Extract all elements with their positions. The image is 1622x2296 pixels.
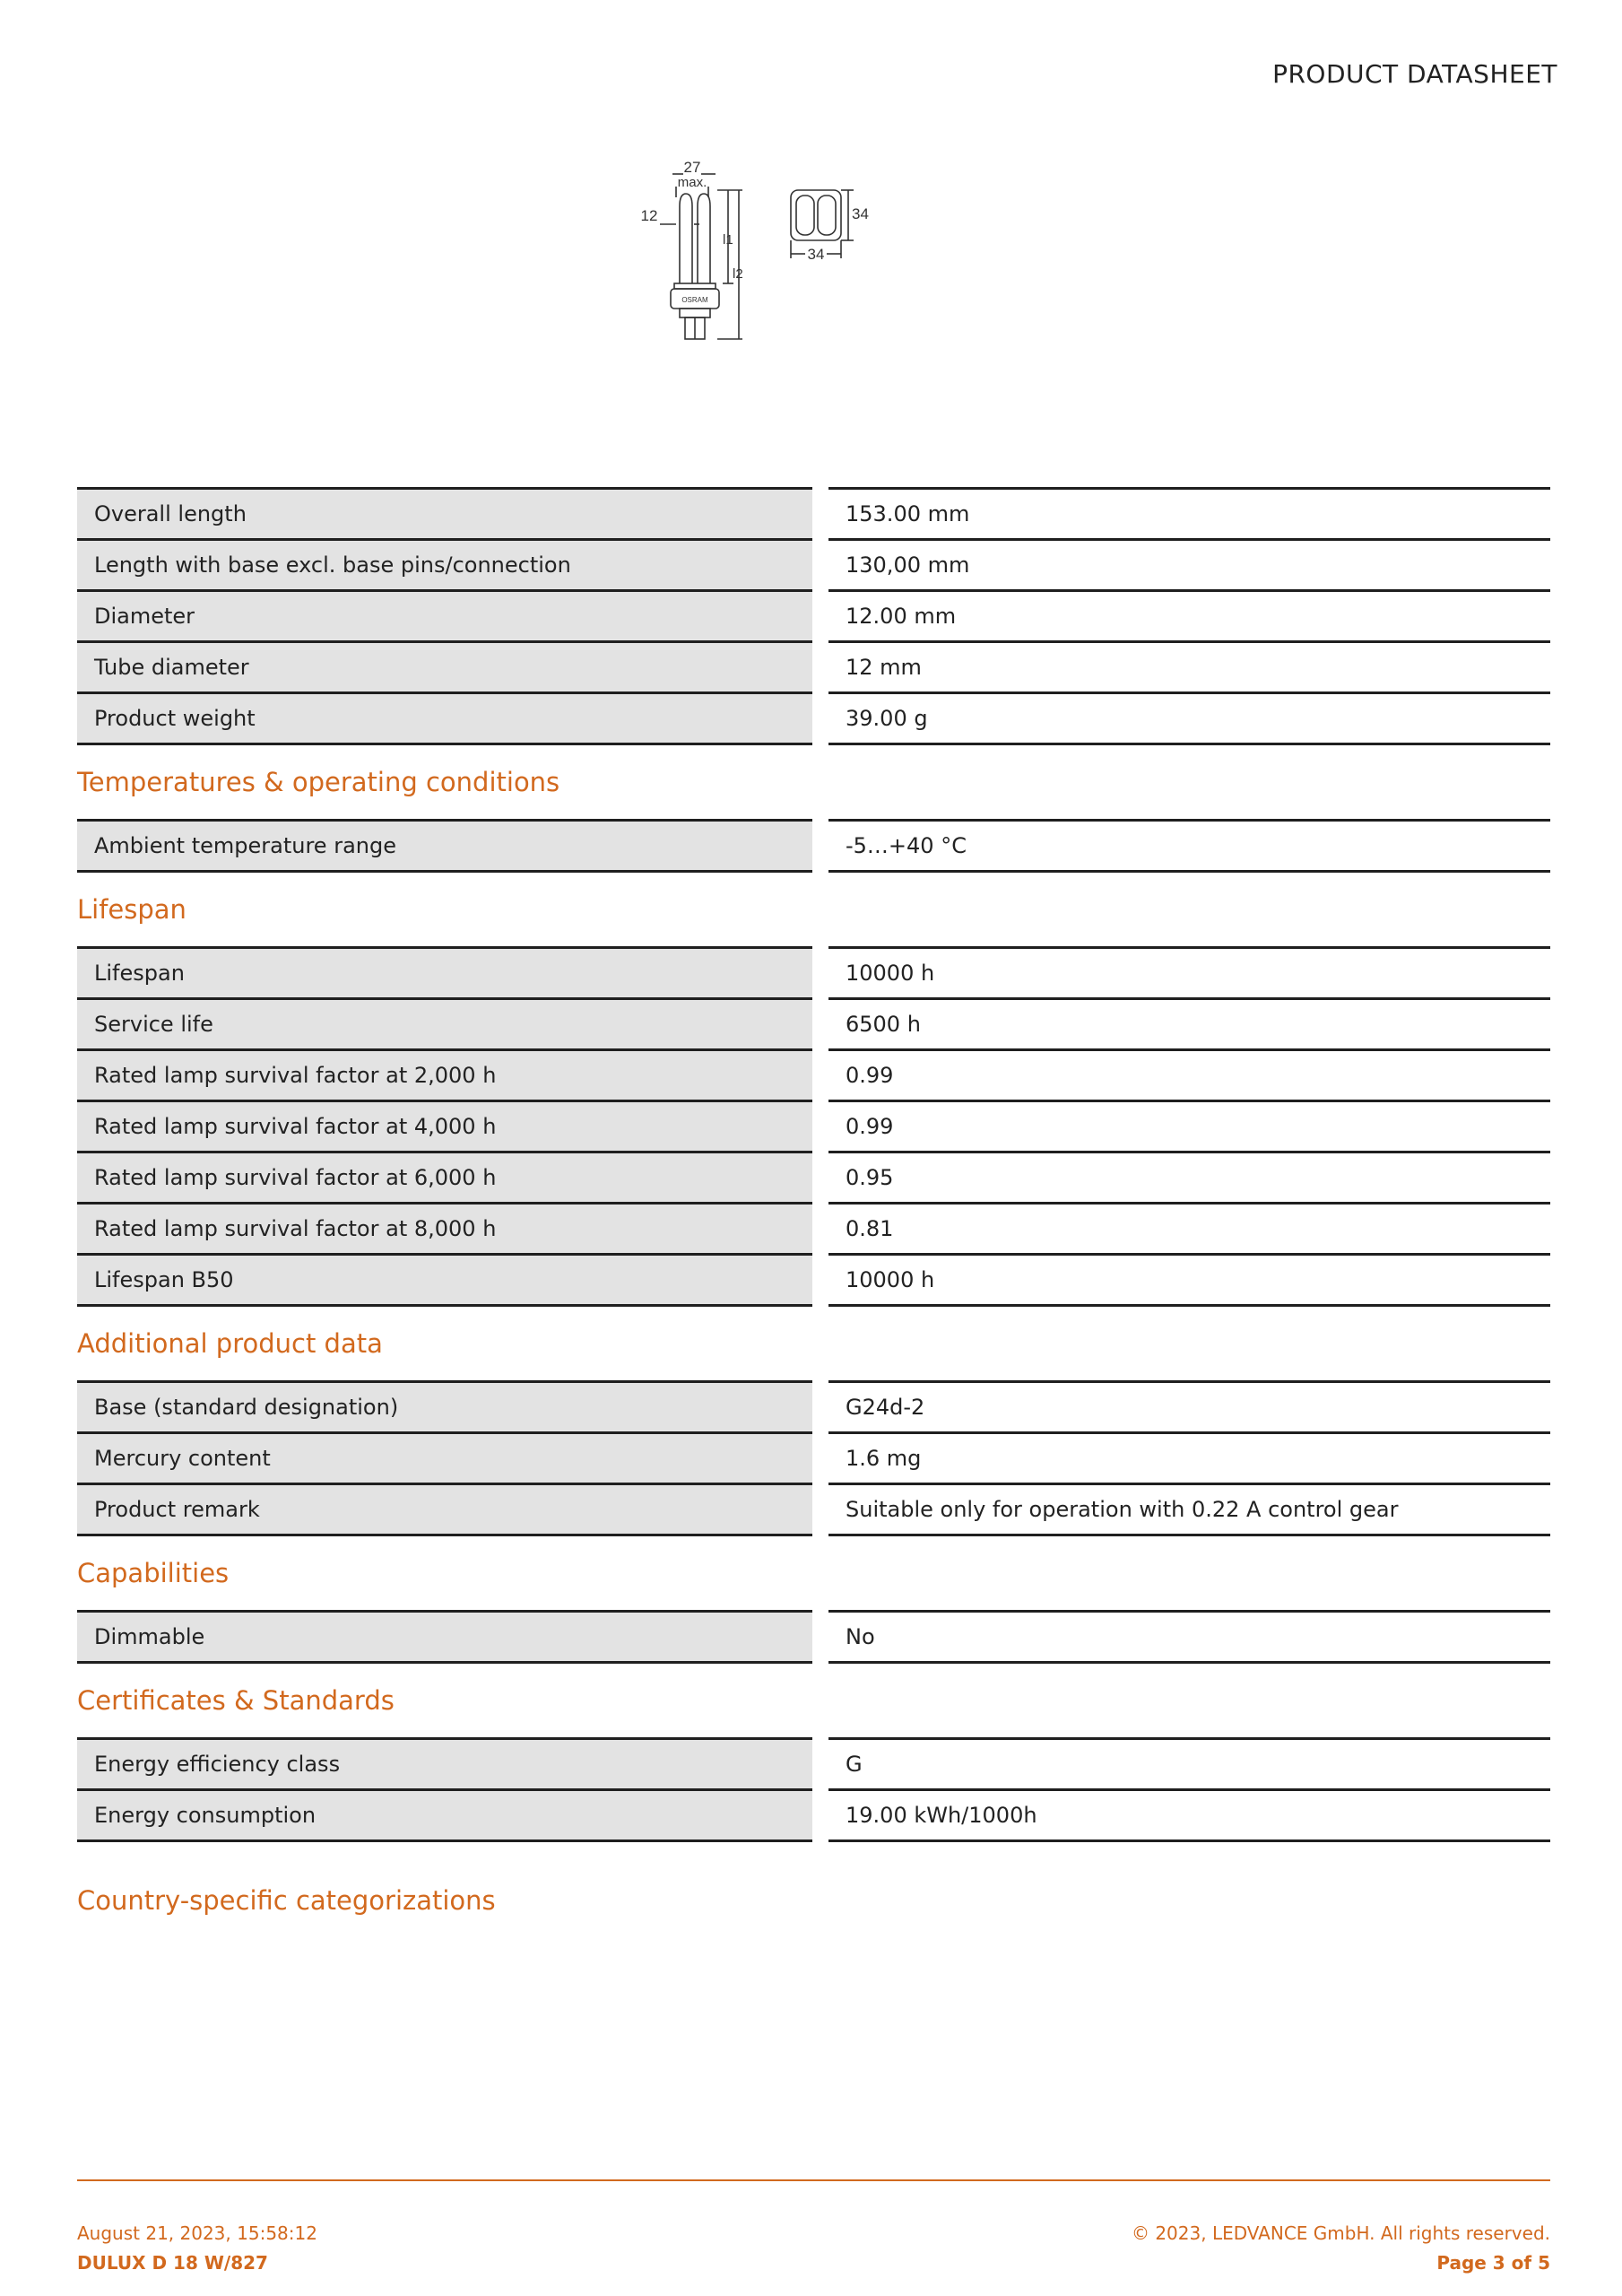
dim-width-note: max.: [677, 175, 707, 190]
row-value: G24d-2: [820, 1382, 1550, 1433]
section-title: Capabilities: [77, 1558, 230, 1588]
row-label: Service life: [77, 999, 820, 1050]
footer-product: DULUX D 18 W/827: [77, 2252, 268, 2274]
certificates-table: [77, 1737, 1550, 1842]
row-value: 0.99: [820, 1050, 1550, 1101]
row-value: 10000 h: [820, 1255, 1550, 1306]
row-label: Product remark: [77, 1484, 820, 1535]
footer-right: [1132, 2219, 1550, 2278]
dim-width-label: 27: [683, 159, 701, 176]
row-value: 1.6 mg: [820, 1433, 1550, 1484]
temperatures-table: [77, 819, 1550, 873]
capabilities-section: [77, 1554, 1550, 1664]
additional-section: [77, 1325, 1550, 1536]
row-value: 10000 h: [820, 948, 1550, 999]
row-label: Mercury content: [77, 1433, 820, 1484]
row-label: Ambient temperature range: [77, 821, 820, 872]
row-value: 39.00 g: [820, 693, 1550, 744]
section-title: Temperatures & operating conditions: [77, 767, 560, 797]
row-value: G: [820, 1739, 1550, 1790]
table-row: [77, 1739, 1550, 1790]
row-value: 19.00 kWh/1000h: [820, 1790, 1550, 1841]
table-row: [77, 1382, 1550, 1433]
table-row: [77, 821, 1550, 872]
lifespan-table: [77, 946, 1550, 1307]
row-label: Rated lamp survival factor at 2,000 h: [77, 1050, 820, 1101]
lifespan-section: [77, 891, 1550, 1307]
table-row: [77, 948, 1550, 999]
section-title: Lifespan: [77, 894, 186, 925]
row-label: Overall length: [77, 489, 820, 540]
row-value: 130,00 mm: [820, 540, 1550, 591]
table-row: [77, 642, 1550, 693]
section-title: Additional product data: [77, 1328, 383, 1359]
table-row: [77, 1255, 1550, 1306]
dim-side-height-label: 34: [852, 205, 869, 222]
row-label: Rated lamp survival factor at 6,000 h: [77, 1152, 820, 1204]
country-section: [77, 1882, 1550, 1919]
row-label: Rated lamp survival factor at 4,000 h: [77, 1101, 820, 1152]
lamp-dimension-drawing: [628, 152, 897, 377]
section-title: Certificates & Standards: [77, 1685, 395, 1716]
row-label: Energy consumption: [77, 1790, 820, 1841]
capabilities-table: [77, 1610, 1550, 1664]
row-label: Tube diameter: [77, 642, 820, 693]
table-row: [77, 1484, 1550, 1535]
additional-table: [77, 1380, 1550, 1536]
table-row: [77, 999, 1550, 1050]
row-label: Energy efficiency class: [77, 1739, 820, 1790]
table-row: [77, 540, 1550, 591]
row-label: Lifespan: [77, 948, 820, 999]
table-row: [77, 1101, 1550, 1152]
dim-tube-label: 12: [640, 207, 658, 224]
footer-divider: [77, 2179, 1550, 2181]
row-label: Dimmable: [77, 1612, 820, 1663]
certificates-section: [77, 1682, 1550, 1842]
table-row: [77, 489, 1550, 540]
page-header-title: PRODUCT DATASHEET: [1272, 59, 1557, 89]
table-row: [77, 1204, 1550, 1255]
footer-copyright: © 2023, LEDVANCE GmbH. All rights reserved.: [1131, 2222, 1550, 2244]
row-value: 12.00 mm: [820, 591, 1550, 642]
temperatures-section: [77, 763, 1550, 873]
row-value: 0.99: [820, 1101, 1550, 1152]
footer-left: [77, 2219, 317, 2278]
dim-side-width-label: 34: [807, 246, 825, 263]
brand-mark: OSRAM: [681, 296, 708, 304]
row-value: 12 mm: [820, 642, 1550, 693]
table-row: [77, 693, 1550, 744]
dim-l2-label: l2: [733, 266, 743, 282]
row-value: -5…+40 °C: [820, 821, 1550, 872]
row-value: Suitable only for operation with 0.22 A control gear: [820, 1484, 1550, 1535]
dimensions-section: [77, 487, 1550, 745]
table-row: [77, 1790, 1550, 1841]
row-label: Rated lamp survival factor at 8,000 h: [77, 1204, 820, 1255]
dimensions-table: [77, 487, 1550, 745]
footer-date: August 21, 2023, 15:58:12: [77, 2222, 317, 2244]
row-value: 0.81: [820, 1204, 1550, 1255]
table-row: [77, 1433, 1550, 1484]
row-value: 153.00 mm: [820, 489, 1550, 540]
footer-page-number: Page 3 of 5: [1436, 2252, 1550, 2274]
row-label: Diameter: [77, 591, 820, 642]
dim-l1-label: l1: [723, 232, 733, 248]
row-value: 0.95: [820, 1152, 1550, 1204]
table-row: [77, 1050, 1550, 1101]
table-row: [77, 1152, 1550, 1204]
row-value: No: [820, 1612, 1550, 1663]
row-label: Product weight: [77, 693, 820, 744]
row-value: 6500 h: [820, 999, 1550, 1050]
section-title: Country-specific categorizations: [77, 1885, 496, 1916]
table-row: [77, 1612, 1550, 1663]
table-row: [77, 591, 1550, 642]
row-label: Base (standard designation): [77, 1382, 820, 1433]
row-label: Length with base excl. base pins/connection: [77, 540, 820, 591]
row-label: Lifespan B50: [77, 1255, 820, 1306]
